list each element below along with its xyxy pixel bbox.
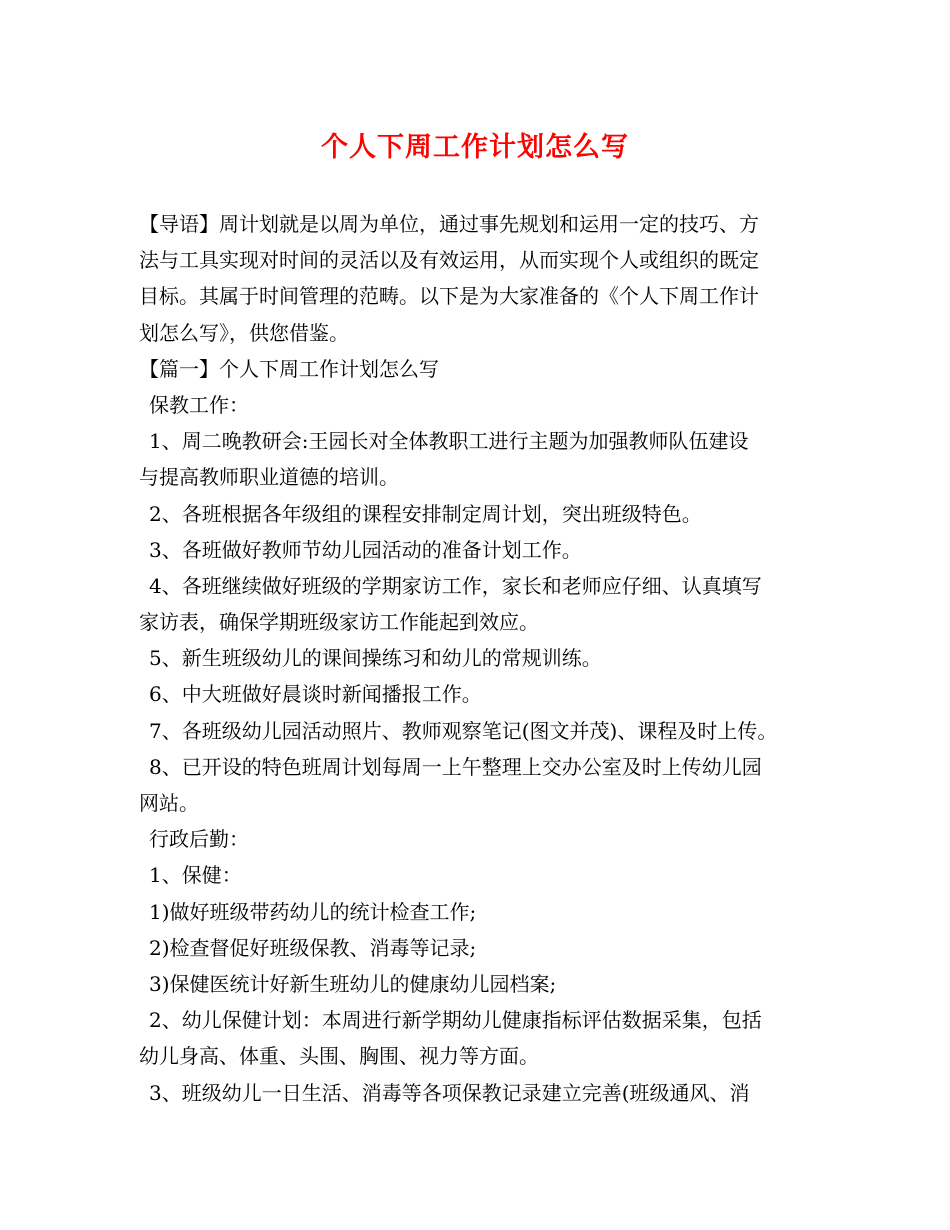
section-heading: 【篇一】个人下周工作计划怎么写 [139,356,439,381]
document-title: 个人下周工作计划怎么写 [321,132,629,163]
paragraph-line: 【导语】周计划就是以周为单位，通过事先规划和运用一定的技巧、方 [139,212,759,236]
list-item-continuation: 网站。 [139,791,199,815]
list-item: 6、中大班做好晨谈时新闻播报工作。 [149,682,482,707]
list-item-continuation: 幼儿身高、体重、头围、胸围、视力等方面。 [139,1044,539,1069]
list-item: 3、班级幼儿一日生活、消毒等各项保教记录建立完善(班级通风、消 [149,1080,750,1105]
sub-list-item: 2)检查督促好班级保教、消毒等记录; [149,935,477,960]
paragraph-line: 目标。其属于时间管理的范畴。以下是为大家准备的《个人下周工作计 [139,284,759,309]
document-body [139,206,829,1111]
list-item: 8、已开设的特色班周计划每周一上午整理上交办公室及时上传幼儿园 [149,754,762,779]
list-item-continuation: 与提高教师职业道德的培训。 [139,465,399,490]
paragraph-line: 划怎么写》，供您借鉴。 [139,320,349,345]
sub-list-item: 1)做好班级带药幼儿的统计检查工作; [149,899,477,924]
list-item: 2、幼儿保健计划：本周进行新学期幼儿健康指标评估数据采集，包括 [149,1008,762,1033]
list-item: 7、各班级幼儿园活动照片、教师观察笔记(图文并茂)、课程及时上传。 [149,718,778,743]
list-item: 1、周二晚教研会:王园长对全体教职工进行主题为加强教师队伍建设 [149,429,749,454]
subsection-heading: 行政后勤： [149,827,249,852]
paragraph-line: 法与工具实现对时间的灵活以及有效运用，从而实现个人或组织的既定 [139,248,759,273]
list-item: 5、新生班级幼儿的课间操练习和幼儿的常规训练。 [149,646,602,671]
sub-list-item: 3)保健医统计好新生班幼儿的健康幼儿园档案; [149,971,557,996]
list-item: 4、各班继续做好班级的学期家访工作，家长和老师应仔细、认真填写 [149,573,762,598]
list-item: 2、各班根据各年级组的课程安排制定周计划，突出班级特色。 [149,501,702,526]
subsection-heading: 保教工作： [149,392,249,417]
list-item: 3、各班做好教师节幼儿园活动的准备计划工作。 [149,537,582,562]
list-item-continuation: 家访表，确保学期班级家访工作能起到效应。 [139,610,539,635]
list-item: 1、保健： [149,863,242,888]
